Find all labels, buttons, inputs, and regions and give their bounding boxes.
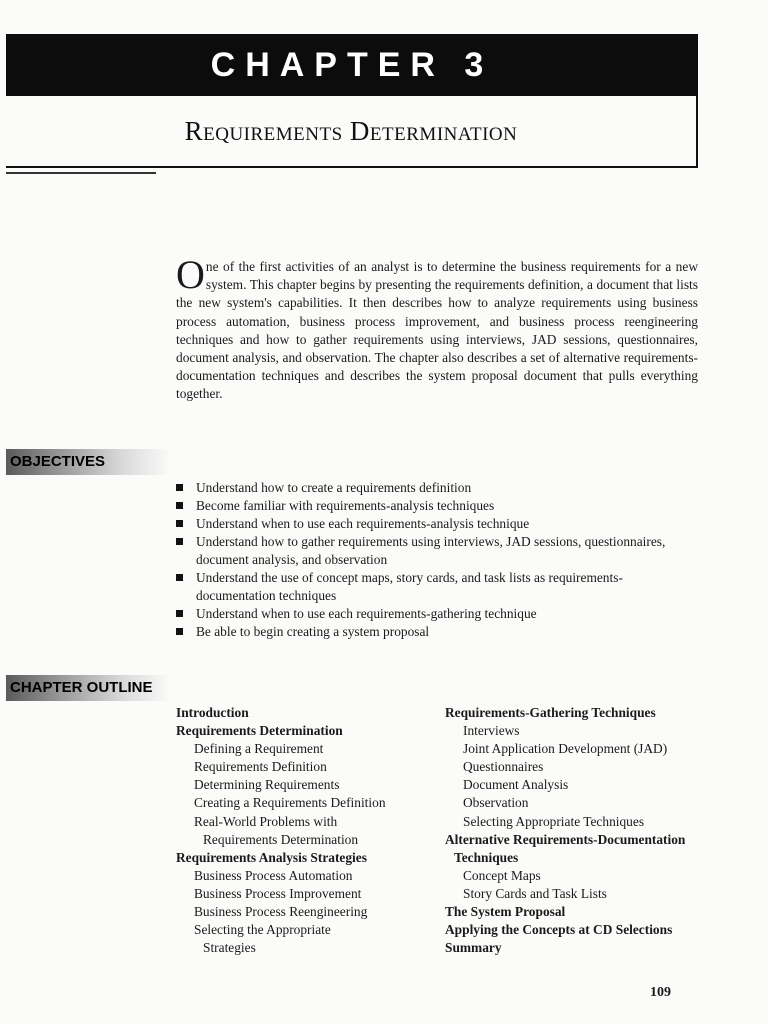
outline-item: Concept Maps — [463, 867, 541, 883]
outline-item: Creating a Requirements Definition — [194, 795, 386, 811]
outline-item: Questionnaires — [463, 759, 544, 775]
objective-item: Be able to begin creating a system proposal — [176, 623, 676, 641]
outline-item: Applying the Concepts at CD Selections — [445, 922, 673, 938]
outline-item: Requirements Determination — [176, 723, 343, 739]
outline-item: Requirements Definition — [194, 759, 327, 775]
outline-item: Techniques — [454, 849, 519, 865]
objectives-heading: OBJECTIVES — [6, 449, 170, 475]
outline-item: Document Analysis — [463, 777, 569, 793]
drop-cap: O — [176, 252, 205, 297]
chapter-outline-heading: CHAPTER OUTLINE — [6, 675, 170, 701]
intro-paragraph — [176, 252, 698, 404]
page-number: 109 — [650, 985, 671, 1000]
outline-item: The System Proposal — [445, 904, 566, 920]
intro-text: ne of the first activities of an analyst is to determine the business requirements for a new system. This chapter begins by presenting the requirements definition, a document that lists the new system's capabilities. It then describes how to analyze requirements using business process automation, business process improvement, and business process reengineering techniques and how to gather requirements using interviews, JAD sessions, questionnaires, document analysis, and observation. The chapter also describes a set of alternative requirements-documentation techniques and describes the system proposal document that pulls everything together. — [176, 259, 698, 402]
objective-item: Understand how to create a requirements definition — [176, 479, 676, 497]
outline-item: Joint Application Development (JAD) — [463, 741, 668, 757]
chapter-title: Requirements Determination — [184, 116, 518, 146]
outline-item: Business Process Automation — [194, 867, 353, 883]
objective-item: Understand when to use each requirements-gathering technique — [176, 605, 676, 623]
outline-item: Requirements-Gathering Techniques — [445, 705, 656, 720]
outline-item: Requirements Determination — [203, 831, 359, 847]
outline-left-column — [176, 704, 436, 957]
chapter-label: CHAPTER 3 — [6, 34, 698, 96]
outline-item: Business Process Improvement — [194, 885, 362, 901]
outline-item: Requirements Analysis Strategies — [176, 849, 367, 865]
objective-item: Understand when to use each requirements-analysis technique — [176, 515, 676, 533]
title-rule — [6, 172, 156, 174]
outline-item: Business Process Reengineering — [194, 904, 368, 920]
objective-item: Become familiar with requirements-analysis techniques — [176, 497, 676, 515]
outline-item: Selecting Appropriate Techniques — [463, 813, 645, 829]
outline-item: Selecting the Appropriate — [194, 922, 331, 938]
outline-item: Strategies — [203, 940, 256, 956]
outline-right-column — [445, 704, 715, 957]
outline-item: Alternative Requirements-Documentation — [445, 831, 686, 847]
objective-item: Understand the use of concept maps, story cards, and task lists as requirements-documentation techniques — [176, 569, 676, 605]
objectives-list — [176, 479, 676, 641]
outline-item: Determining Requirements — [194, 777, 340, 793]
outline-item: Interviews — [463, 723, 520, 739]
outline-item: Defining a Requirement — [194, 741, 324, 757]
outline-item: Introduction — [176, 705, 249, 720]
outline-item: Observation — [463, 795, 529, 811]
outline-item: Summary — [445, 940, 502, 956]
outline-item: Real-World Problems with — [194, 813, 338, 829]
title-box — [6, 96, 698, 168]
outline-item: Story Cards and Task Lists — [463, 885, 607, 901]
objective-item: Understand how to gather requirements using interviews, JAD sessions, questionnaires, document analysis, and observation — [176, 533, 676, 569]
